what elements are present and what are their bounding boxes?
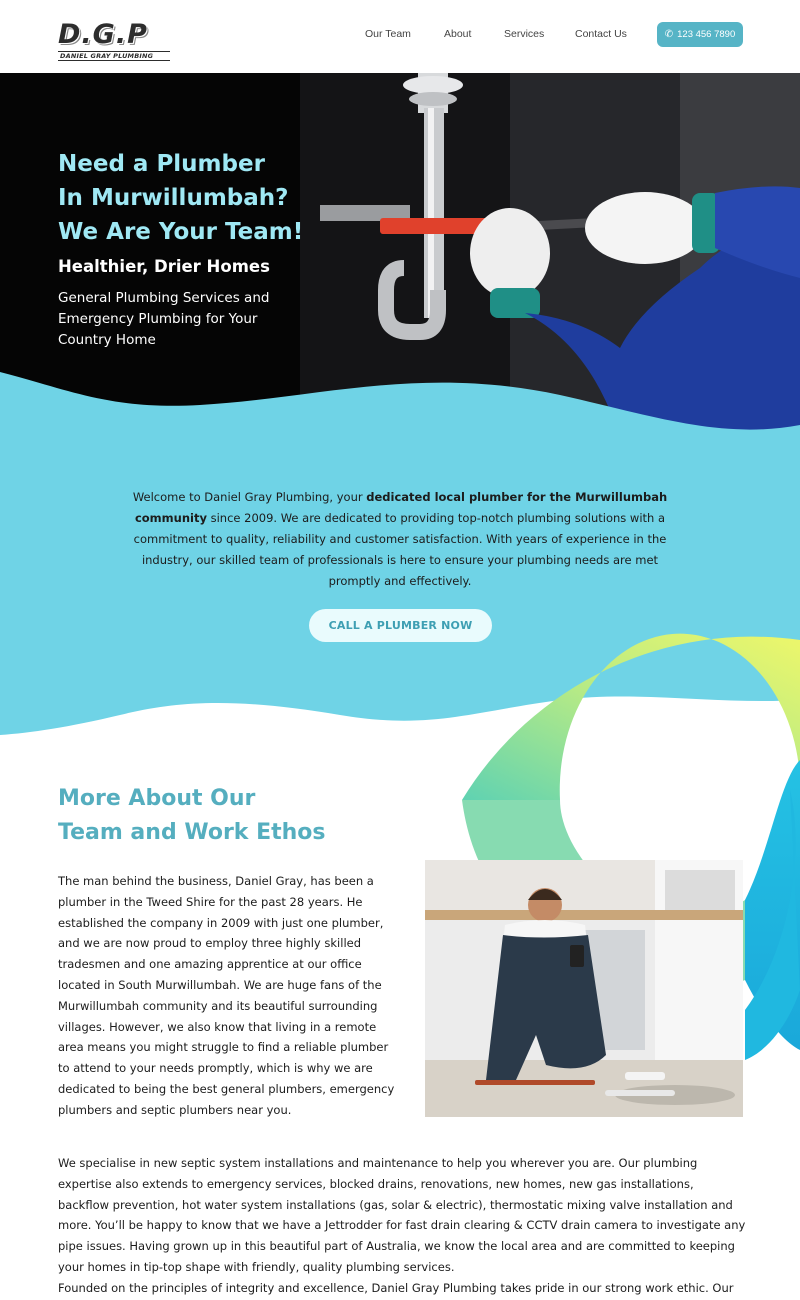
about-title-line: Team and Work Ethos: [58, 820, 326, 845]
hero-title-line: Need a Plumber: [58, 151, 265, 177]
logo-mark: D.G.P: [58, 19, 148, 50]
plumber-photo: [425, 860, 743, 1117]
nav-contact-us[interactable]: Contact Us: [575, 28, 627, 40]
nav-our-team[interactable]: Our Team: [365, 28, 411, 40]
nav-about[interactable]: About: [444, 28, 472, 40]
logo-subtitle: DANIEL GRAY PLUMBING: [58, 51, 170, 61]
welcome-part2: since 2009. We are dedicated to providing top-notch plumbing solutions with a commitment to quality, reliability and customer satisfaction. With years of experience in the industry, our skilled team of professionals is here to ensure your plumbing needs are met promptly and effectively.: [133, 511, 667, 588]
about-title: [58, 782, 326, 850]
call-plumber-button[interactable]: CALL A PLUMBER NOW: [309, 609, 492, 642]
nav-services[interactable]: Services: [504, 28, 545, 40]
welcome-bold: dedicated local plumber for the Murwillumbah community: [134, 490, 668, 525]
hero-title-line: We Are Your Team!: [58, 219, 304, 245]
about-paragraph-3-text: Founded on the principles of integrity and excellence, Daniel Gray Plumbing takes pride in our strong work ethic. Our: [58, 1280, 734, 1295]
welcome-text: [130, 487, 670, 592]
about-paragraph-2-text: We specialise in new septic system installations and maintenance to help you wherever you are. Our plumbing expertise also extends to emergency services, blocked drains, renovations, new homes, new gas installations, backflow prevention, hot water system installations (gas, solar & electric), thermostatic mixing valve installation and more. You’ll be happy to know that we have a Jettrodder for fast drain clearing & CCTV drain camera to investigate any pipe issues. Having grown up in this beautiful part of Australia, we know the local area and are committed to keeping your homes in tip-top shape with friendly, quality plumbing services.: [58, 1156, 746, 1274]
welcome-part1: Welcome to Daniel Gray Plumbing, your: [132, 490, 367, 504]
phone-icon: ✆: [664, 29, 674, 40]
hero-subtitle: Healthier, Drier Homes: [58, 257, 270, 276]
hero-title-line: In Murwillumbah?: [58, 185, 289, 211]
hero-description: General Plumbing Services and Emergency Plumbing for Your Country Home: [58, 290, 270, 348]
about-paragraph-2: [58, 1153, 748, 1299]
phone-number: 123 456 7890: [677, 29, 736, 40]
about-paragraph-1: The man behind the business, Daniel Gray, has been a plumber in the Tweed Shire for the past 28 years. He established the company in 2009 with just one plumber, and we are now proud to employ three highly skilled tradesmen and one amazing apprentice at our office located in South Murwillumbah. We are huge fans of the Murwillumbah community and its beautiful surrounding villages. However, we also know that living in a remote area means you might struggle to find a reliable plumber to attend to your needs promptly, which is why we are dedicated to being the best general plumbers, emergency plumbers and septic plumbers near you.: [58, 874, 395, 1117]
about-title-line: More About Our: [58, 786, 256, 811]
